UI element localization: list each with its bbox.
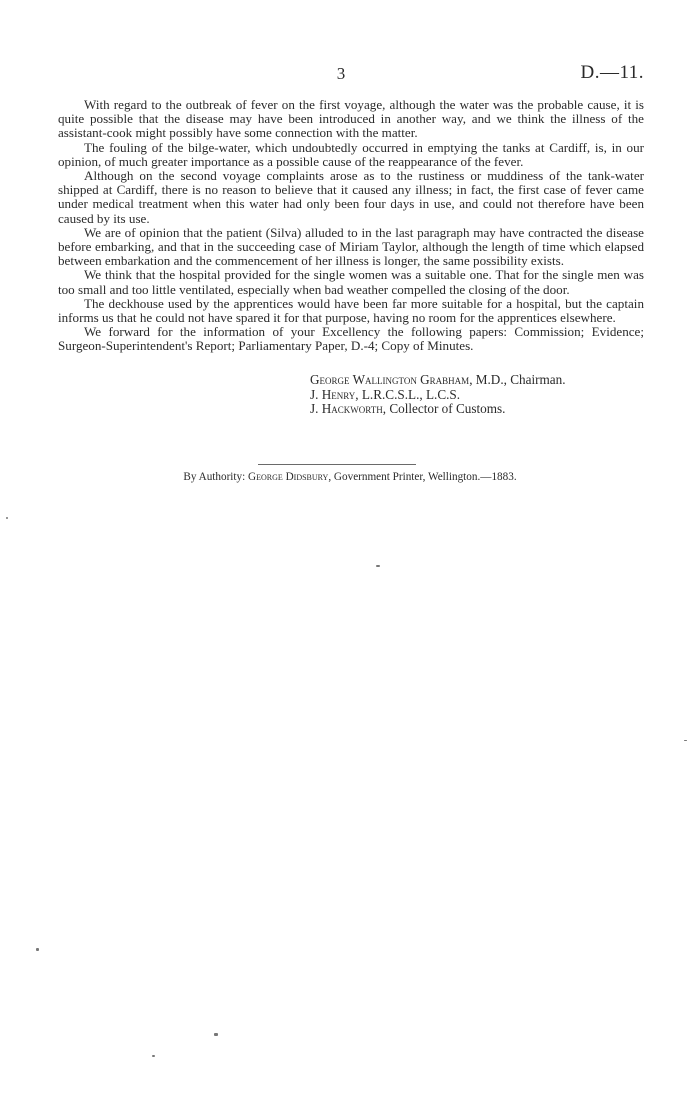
signatory-name: George Wallington Grabham	[310, 372, 470, 387]
signature-block	[310, 373, 650, 417]
signatory-title: , L.R.C.S.L., L.C.S.	[355, 386, 461, 402]
signature-hackworth	[310, 402, 650, 417]
signatory-title: , M.D., Chairman.	[469, 372, 566, 387]
paragraph-papers-forwarded: We forward for the information of your Excellency the following papers: Commission; Evidence; Surgeon-Superintendent's Report; Parliamentary Paper, D.-4; Copy of Minutes.	[58, 324, 644, 354]
imprint-prefix: By Authority:	[183, 471, 249, 483]
scan-speck	[6, 517, 8, 519]
scan-speck	[152, 1055, 155, 1057]
imprint-suffix: , Government Printer, Wellington.—1883.	[328, 471, 517, 483]
page-number: 3	[336, 64, 346, 83]
report-body	[58, 98, 644, 354]
paragraph-deckhouse: The deckhouse used by the apprentices would have been far more suitable for a hospital, but the captain informs us that he could not have spared it for that purpose, having no room for the apprentices elsewhere.	[58, 295, 644, 326]
printer-name: George Didsbury	[248, 471, 329, 483]
paragraph-tank-water: Although on the second voyage complaints arose as to the rustiness or muddiness of the tank-water shipped at Cardiff, there is no reason to believe that it caused any illness; in fact, the first case of fever came under medical treatment when this water had only been four days in use, and could not therefore have been caused by its use.	[58, 168, 644, 226]
paragraph-bilge-water: The fouling of the bilge-water, which undoubtedly occurred in emptying the tanks at Cardiff, is, in our opinion, of much greater importance as a possible cause of the reappearance of the fever.	[58, 139, 644, 169]
divider-rule	[258, 464, 416, 465]
paragraph-patient-silva: We are of opinion that the patient (Silva) alluded to in the last paragraph may have contracted the disease before embarking, and that in the succeeding case of Miriam Taylor, although the length of time which elapsed between embarkation and the commencement of her illness is longer, the same possibility exists.	[58, 224, 644, 269]
signatory-name: J. Henry	[310, 386, 356, 402]
signature-chairman	[310, 373, 650, 388]
scan-speck	[376, 565, 380, 567]
paragraph-fever-first-voyage: With regard to the outbreak of fever on the first voyage, although the water was the probable cause, it is quite possible that the disease may have been introduced in another way, and we think the illness of the assistant-cook might possibly have some connection with the matter.	[58, 97, 644, 141]
signatory-name: J. Hackworth	[310, 401, 383, 416]
signatory-title: , Collector of Customs.	[382, 401, 506, 416]
signature-henry	[310, 388, 650, 403]
printer-imprint	[0, 471, 700, 484]
scan-speck	[36, 948, 39, 951]
paragraph-hospital: We think that the hospital provided for the single women was a suitable one. That for the single men was too small and too little ventilated, especially when bad weather compelled the closing of the door.	[58, 267, 644, 297]
document-reference: D.—11.	[580, 62, 644, 83]
scan-speck	[214, 1033, 218, 1036]
scan-speck	[684, 740, 687, 741]
